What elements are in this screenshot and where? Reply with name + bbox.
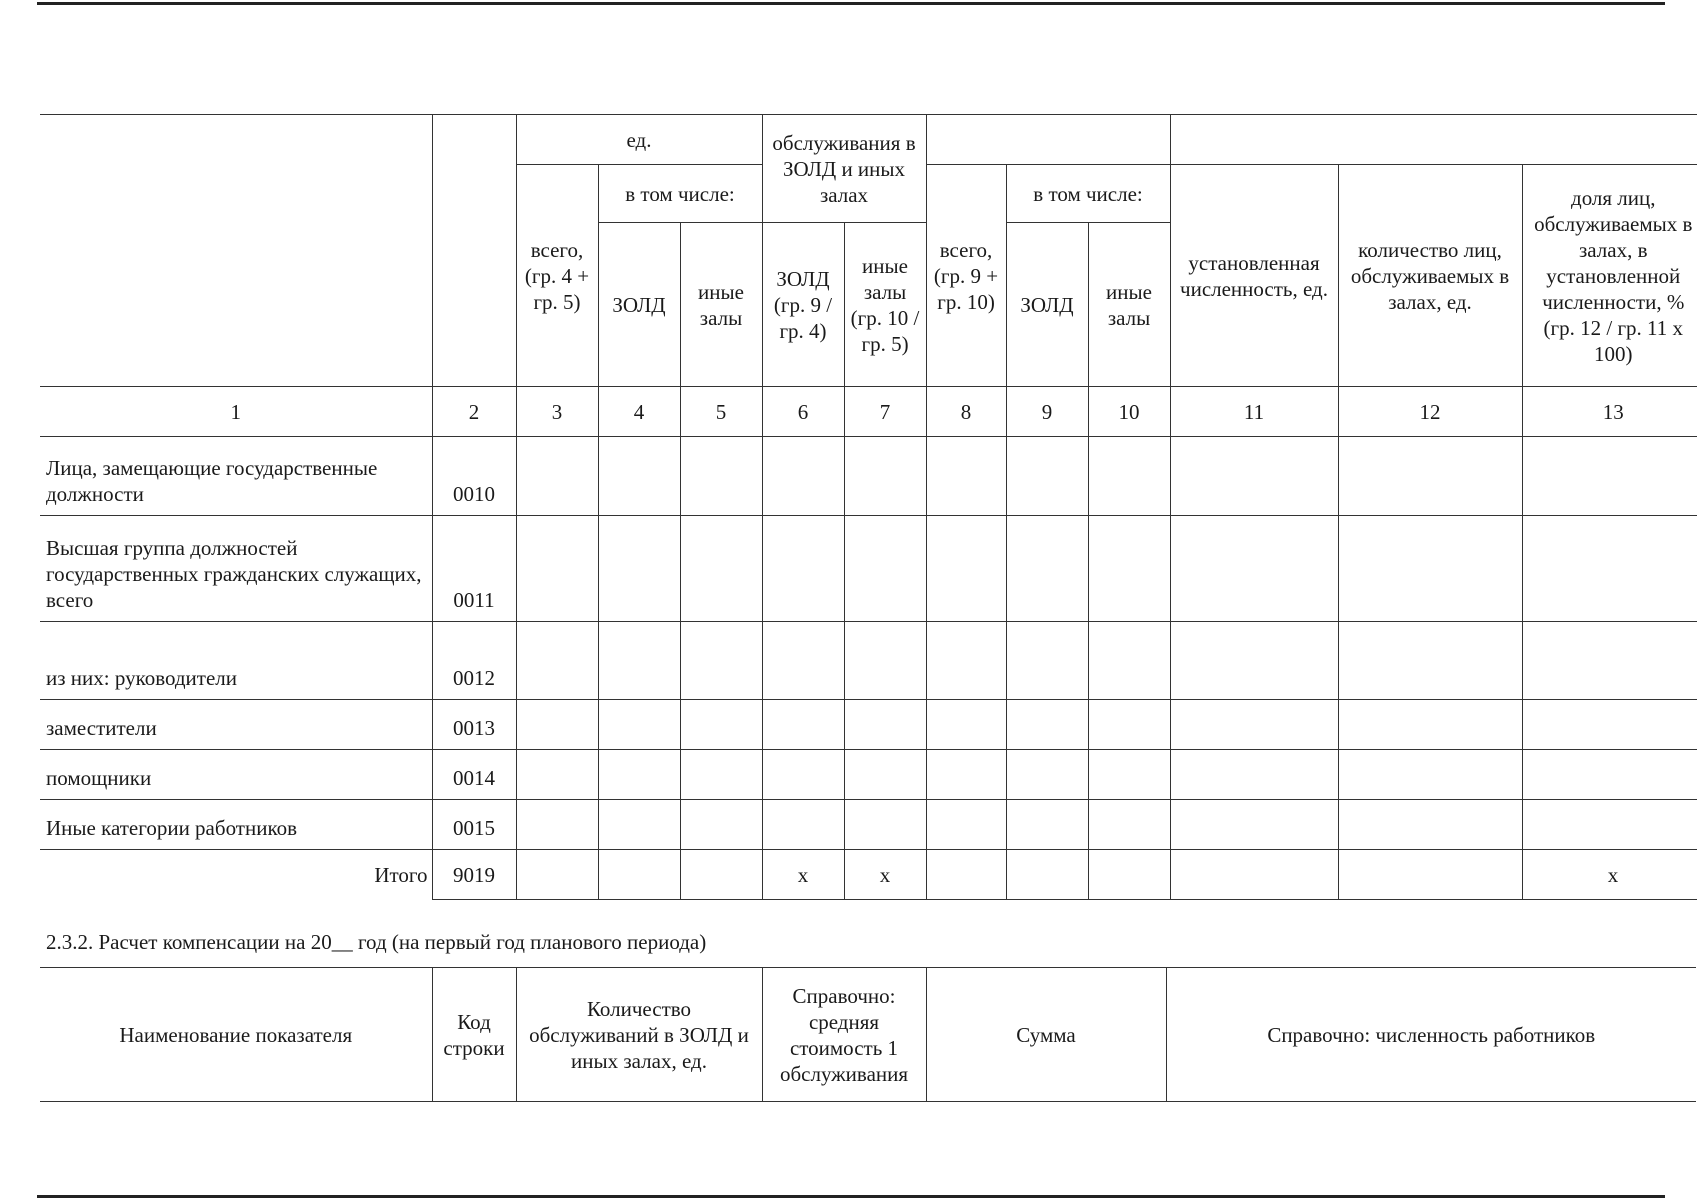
total-code: 9019 bbox=[432, 850, 516, 900]
row-name: Иные категории работников bbox=[40, 800, 432, 850]
header-col10: иные залы bbox=[1088, 223, 1170, 387]
t2-header-ref-cost: Справочно: средняя стоимость 1 обслуживания bbox=[762, 968, 926, 1102]
row-code: 0011 bbox=[432, 516, 516, 622]
header-col7: иные залы (гр. 10 / гр. 5) bbox=[844, 223, 926, 387]
compensation-calc-table bbox=[40, 967, 1696, 1102]
header-col12: количество лиц, обслуживаемых в залах, ед. bbox=[1338, 165, 1522, 387]
header-col6: ЗОЛД (гр. 9 / гр. 4) bbox=[762, 223, 844, 387]
total-col7-mark: x bbox=[844, 850, 926, 900]
col-number: 11 bbox=[1170, 387, 1338, 437]
total-col13-mark: x bbox=[1522, 850, 1697, 900]
table-row bbox=[40, 516, 1697, 622]
row-name: Лица, замещающие государственные должности bbox=[40, 437, 432, 516]
row-name: из них: руководители bbox=[40, 622, 432, 700]
col-number: 6 bbox=[762, 387, 844, 437]
row-code: 0012 bbox=[432, 622, 516, 700]
col-number: 2 bbox=[432, 387, 516, 437]
row-code: 0010 bbox=[432, 437, 516, 516]
t2-header-code: Код строки bbox=[432, 968, 516, 1102]
header-col8: всего, (гр. 9 + гр. 10) bbox=[926, 165, 1006, 387]
row-name: Высшая группа должностей государственных гражданских служащих, всего bbox=[40, 516, 432, 622]
header-blank-group-a bbox=[926, 115, 1170, 165]
header-col11: установленная численность, ед. bbox=[1170, 165, 1338, 387]
table-row bbox=[40, 750, 1697, 800]
t2-header-name: Наименование показателя bbox=[40, 968, 432, 1102]
t2-header-qty: Количество обслуживаний в ЗОЛД и иных залах, ед. bbox=[516, 968, 762, 1102]
row-name: помощники bbox=[40, 750, 432, 800]
col-number: 5 bbox=[680, 387, 762, 437]
column-number-row bbox=[40, 387, 1697, 437]
section-title: 2.3.2. Расчет компенсации на 20__ год (на первый год планового периода) bbox=[46, 930, 707, 954]
row-name: заместители bbox=[40, 700, 432, 750]
row-code: 0015 bbox=[432, 800, 516, 850]
col-number: 10 bbox=[1088, 387, 1170, 437]
table-row bbox=[40, 437, 1697, 516]
header-col13: доля лиц, обслуживаемых в залах, в установленной численности, % (гр. 12 / гр. 11 x 100) bbox=[1522, 165, 1697, 387]
t2-header-sum: Сумма bbox=[926, 968, 1166, 1102]
t2-header-ref-staff: Справочно: численность работников bbox=[1166, 968, 1696, 1102]
row-code: 0013 bbox=[432, 700, 516, 750]
header-col3: всего, (гр. 4 + гр. 5) bbox=[516, 165, 598, 387]
col-number: 3 bbox=[516, 387, 598, 437]
col-number: 13 bbox=[1522, 387, 1697, 437]
table-row bbox=[40, 622, 1697, 700]
total-label: Итого bbox=[40, 850, 432, 900]
col-number: 4 bbox=[598, 387, 680, 437]
total-row bbox=[40, 850, 1697, 900]
header-in-that-number-a: в том числе: bbox=[598, 165, 762, 223]
table-row bbox=[40, 800, 1697, 850]
col-number: 8 bbox=[926, 387, 1006, 437]
compensation-table bbox=[40, 114, 1697, 900]
table-row bbox=[40, 700, 1697, 750]
header-in-that-number-b: в том числе: bbox=[1006, 165, 1170, 223]
col-number: 1 bbox=[40, 387, 432, 437]
col-number: 7 bbox=[844, 387, 926, 437]
col-number: 12 bbox=[1338, 387, 1522, 437]
header-name-cell bbox=[40, 115, 432, 387]
row-code: 0014 bbox=[432, 750, 516, 800]
bottom-page-rule bbox=[37, 1195, 1665, 1198]
header-code-cell bbox=[432, 115, 516, 387]
header-service-share-group: обслуживания в ЗОЛД и иных залах bbox=[762, 115, 926, 223]
header-col9: ЗОЛД bbox=[1006, 223, 1088, 387]
header-col4: ЗОЛД bbox=[598, 223, 680, 387]
header-units-group: ед. bbox=[516, 115, 762, 165]
col-number: 9 bbox=[1006, 387, 1088, 437]
total-col6-mark: x bbox=[762, 850, 844, 900]
header-col5: иные залы bbox=[680, 223, 762, 387]
top-page-rule bbox=[37, 2, 1665, 5]
header-blank-group-b bbox=[1170, 115, 1697, 165]
